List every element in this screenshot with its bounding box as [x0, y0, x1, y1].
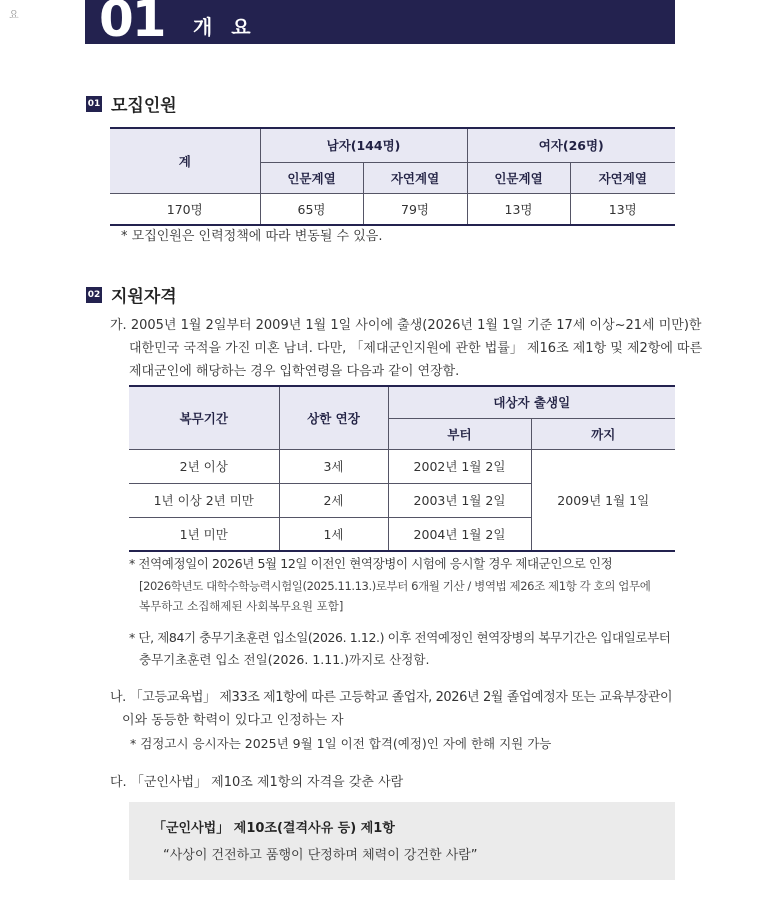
male-header: 남자(144명)	[260, 128, 467, 162]
birth-header: 대상자 출생일	[388, 386, 675, 418]
item-na-note: * 검정고시 응시자는 2025년 9월 1일 이전 합격(예정)인 자에 한해 지원 가능	[130, 736, 552, 751]
note1-line2: [2026학년도 대학수학능력시험일(2025.11.13.)로부터 6개월 기산 / 병역법 제26조 제1항 각 호의 업무에	[139, 579, 651, 593]
subheader-cell: 자연계열	[570, 162, 675, 193]
subheader-cell: 자연계열	[363, 162, 467, 193]
table-cell: 2세	[279, 483, 388, 517]
table-cell: 2002년 1월 2일	[388, 449, 531, 483]
section-number-badge: 01	[86, 96, 102, 112]
note1-line3: 복무하고 소집해제된 사회복무요원 포함]	[139, 599, 344, 613]
section-title: 지원자격	[111, 287, 177, 307]
total-header: 계	[110, 128, 260, 193]
item-ga-line2: 대한민국 국적을 가진 미혼 남녀. 다만, 「제대군인지원에 관한 법률」 제16조 제1항 및 제2항에 따른	[129, 341, 703, 356]
period-header: 복무기간	[129, 386, 279, 449]
table-cell: 3세	[279, 449, 388, 483]
table-cell: 170명	[110, 193, 260, 225]
note2-line1: * 단, 제84기 충무기초훈련 입소일(2026. 1.12.) 이후 전역예정인 현역장병의 복무기간은 입대일로부터	[129, 630, 671, 645]
recruitment-note: * 모집인원은 인력정책에 따라 변동될 수 있음.	[121, 229, 383, 244]
section-title: 모집인원	[111, 96, 177, 116]
quote-title: 「군인사법」 제10조(결격사유 등) 제1항	[153, 821, 395, 836]
chapter-number: 01	[99, 0, 165, 44]
note1-line1: * 전역예정일이 2026년 5월 12일 이전인 현역장병이 시험에 응시할 경우 제대군인으로 인정	[129, 556, 613, 571]
service-extension-table	[129, 385, 675, 552]
quote-body: “사상이 건전하고 품행이 단정하며 체력이 강건한 사람”	[163, 848, 478, 863]
item-ga-line3: 제대군인에 해당하는 경우 입학연령을 다음과 같이 연장함.	[129, 364, 460, 379]
subheader-cell: 인문계열	[467, 162, 570, 193]
section-number-badge: 02	[86, 287, 102, 303]
chapter-title: 개 요	[193, 15, 257, 39]
item-na-line2: 이와 동등한 학력이 있다고 인정하는 자	[122, 713, 344, 728]
section-recruitment-heading	[86, 91, 177, 116]
table-cell: 1세	[279, 517, 388, 551]
female-header: 여자(26명)	[467, 128, 675, 162]
table-cell: 65명	[260, 193, 363, 225]
item-da-line1: 다. 「군인사법」 제10조 제1항의 자격을 갖춘 사람	[110, 775, 404, 790]
table-cell: 13명	[467, 193, 570, 225]
table-cell: 13명	[570, 193, 675, 225]
extension-header: 상한 연장	[279, 386, 388, 449]
from-header: 부터	[388, 418, 531, 449]
subheader-cell: 인문계열	[260, 162, 363, 193]
to-date-cell: 2009년 1월 1일	[531, 449, 675, 551]
recruitment-table	[110, 127, 675, 226]
table-cell: 2004년 1월 2일	[388, 517, 531, 551]
item-ga-line1: 가. 2005년 1월 2일부터 2009년 1월 1일 사이에 출생(2026년 1월 1일 기준 17세 이상~21세 미만)한	[110, 318, 702, 333]
chapter-header	[85, 0, 675, 44]
table-cell: 1년 미만	[129, 517, 279, 551]
item-na-line1: 나. 「고등교육법」 제33조 제1항에 따른 고등학교 졸업자, 2026년 2월 졸업예정자 또는 교육부장관이	[110, 690, 673, 705]
table-cell: 2003년 1월 2일	[388, 483, 531, 517]
note2-line2: 충무기초훈련 입소 전일(2026. 1.11.)까지로 산정함.	[139, 652, 430, 667]
table-cell: 79명	[363, 193, 467, 225]
to-header: 까지	[531, 418, 675, 449]
table-cell: 1년 이상 2년 미만	[129, 483, 279, 517]
military-law-quote-box	[129, 802, 675, 880]
section-eligibility-heading	[86, 282, 177, 307]
table-cell: 2년 이상	[129, 449, 279, 483]
corner-mark: 요	[9, 10, 19, 21]
